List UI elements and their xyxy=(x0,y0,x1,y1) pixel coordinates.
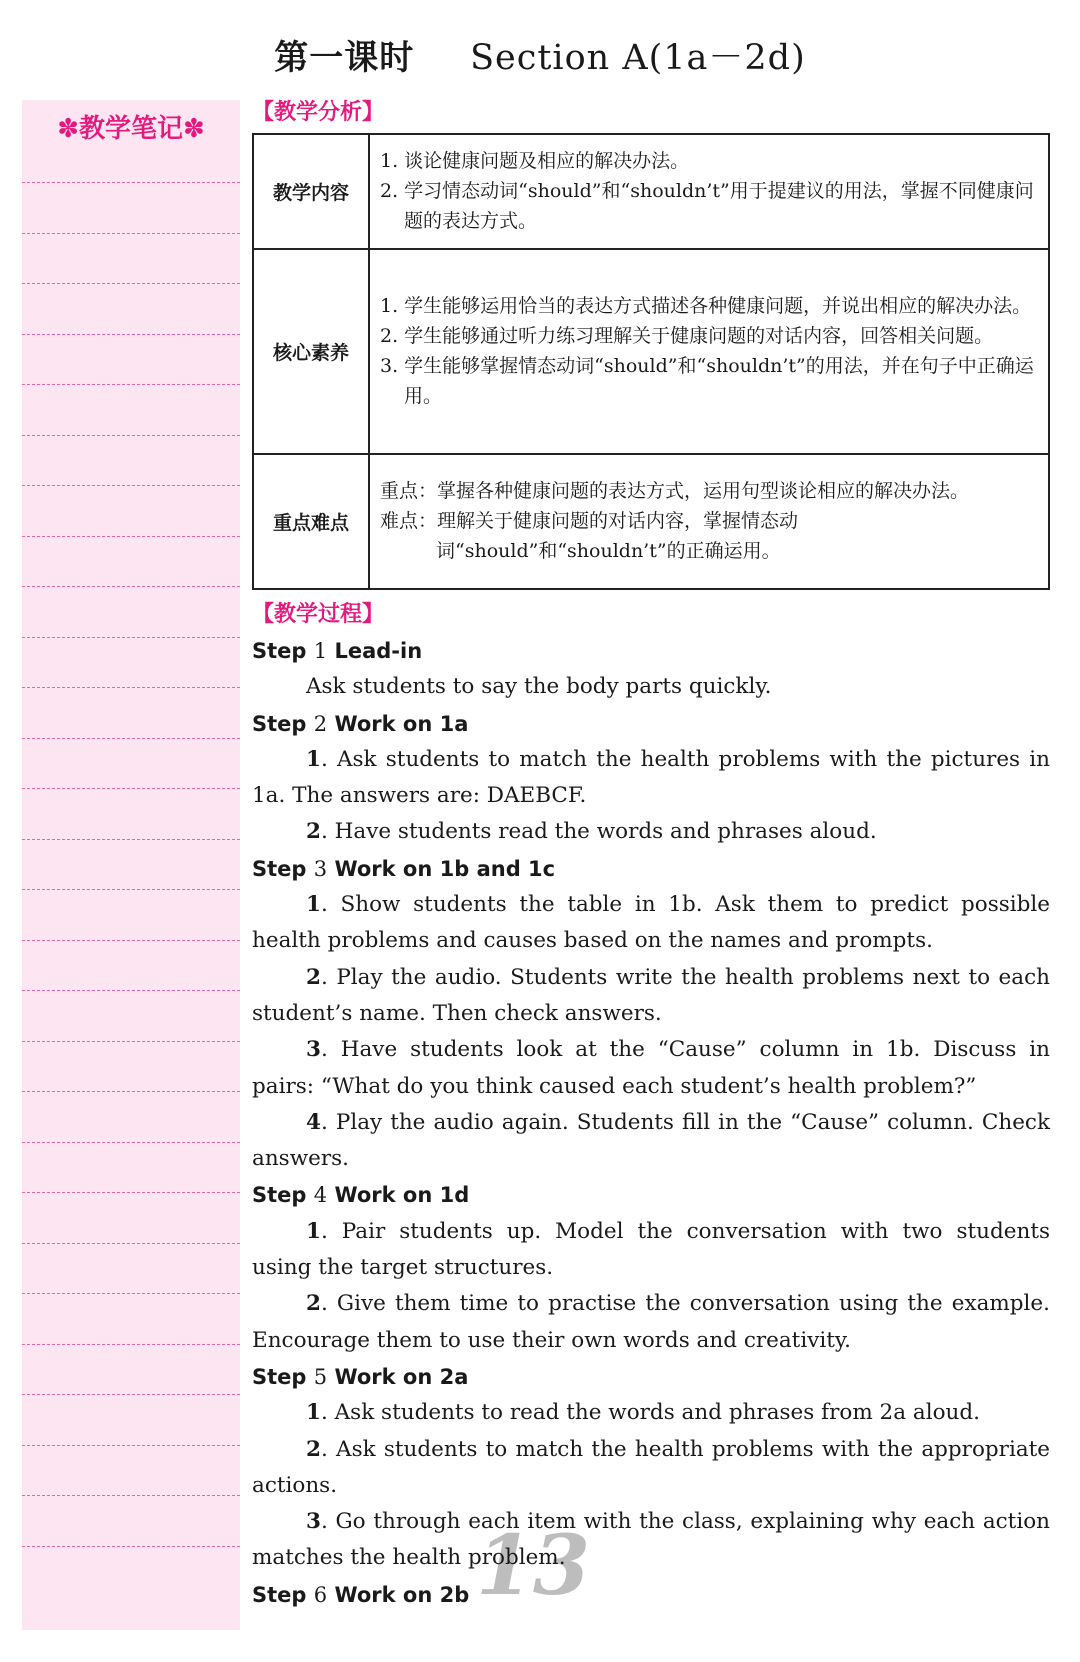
item-number: 3 xyxy=(306,1509,321,1535)
paragraph-text: . Play the audio. Students write the health problems next to each student’s name. Then check answers. xyxy=(252,964,1050,1026)
item-number: 1 xyxy=(306,1400,321,1426)
note-line xyxy=(22,889,240,890)
step-word: Step xyxy=(252,1364,307,1389)
step-heading xyxy=(252,633,1050,669)
process-steps xyxy=(252,633,1050,1613)
note-line xyxy=(22,283,240,284)
paragraph-text: . Show students the table in 1b. Ask them to predict possible health problems and causes based on the names and prompts. xyxy=(252,892,1050,954)
paragraph-text: . Ask students to match the health problems with the appropriate actions. xyxy=(252,1436,1050,1498)
paragraph-text: . Play the audio again. Students fill in the “Cause” column. Check answers. xyxy=(252,1109,1050,1172)
step-paragraph xyxy=(252,742,1050,815)
item-number: 2 xyxy=(306,964,321,990)
step-word: Step xyxy=(252,1582,307,1607)
step-heading xyxy=(252,1577,1050,1613)
step-paragraph xyxy=(252,960,1050,1033)
lesson-label: 第一课时 xyxy=(274,38,415,78)
row-label: 教学内容 xyxy=(253,134,369,249)
step-heading xyxy=(252,1359,1050,1395)
item-number: 2 xyxy=(306,1436,321,1462)
page-title xyxy=(0,30,1080,80)
list-item: 1. 学生能够运用恰当的表达方式描述各种健康问题，并说出相应的解决办法。 xyxy=(380,294,1032,317)
paragraph-text: . Ask students to read the words and phrases from 2a aloud. xyxy=(320,1400,980,1426)
step-paragraph xyxy=(252,1395,1050,1431)
row-content xyxy=(369,134,1049,249)
step-paragraph xyxy=(252,1032,1050,1105)
step-heading xyxy=(252,706,1050,742)
step-number: 1 xyxy=(313,639,328,663)
row-label: 重点难点 xyxy=(253,454,369,589)
step-number: 6 xyxy=(313,1582,328,1607)
section-label: Section A(1a－2d) xyxy=(470,38,806,78)
note-line xyxy=(22,990,240,991)
step-paragraph xyxy=(252,669,1050,705)
step-paragraph xyxy=(252,814,1050,850)
note-line xyxy=(22,1495,240,1496)
table-row xyxy=(253,249,1049,454)
step-paragraph xyxy=(252,1432,1050,1505)
note-line xyxy=(22,1192,240,1193)
step-title: Work on 1a xyxy=(334,711,469,736)
note-line xyxy=(22,536,240,537)
row-label: 核心素养 xyxy=(253,249,369,454)
note-line xyxy=(22,334,240,335)
step-paragraph xyxy=(252,887,1050,960)
item-number: 3 xyxy=(306,1037,321,1063)
note-line xyxy=(22,1142,240,1143)
note-line xyxy=(22,435,240,436)
note-line xyxy=(22,788,240,789)
note-line xyxy=(22,1091,240,1092)
row-content xyxy=(369,249,1049,454)
step-title: Work on 1b and 1c xyxy=(334,856,556,881)
paragraph-text: Ask students to say the body parts quickly. xyxy=(306,674,772,700)
step-number: 4 xyxy=(313,1183,328,1208)
page-number: 13 xyxy=(476,1518,591,1614)
process-heading: 【教学过程】 xyxy=(252,602,385,627)
note-line xyxy=(22,586,240,587)
note-line xyxy=(22,940,240,941)
step-number: 5 xyxy=(313,1364,328,1389)
step-title: Lead-in xyxy=(334,639,423,663)
step-title: Work on 2b xyxy=(334,1582,470,1607)
item-number: 1 xyxy=(306,746,321,772)
table-row xyxy=(253,454,1049,589)
note-line xyxy=(22,485,240,486)
item-number: 1 xyxy=(306,1218,321,1244)
note-line xyxy=(22,1394,240,1395)
step-paragraph xyxy=(252,1105,1050,1178)
list-item: 重点：掌握各种健康问题的表达方式，运用句型谈论相应的解决办法。 xyxy=(380,479,970,502)
step-heading xyxy=(252,1177,1050,1213)
table-row xyxy=(253,134,1049,249)
note-line xyxy=(22,1344,240,1345)
list-item: 3. 学生能够掌握情态动词“should”和“shouldn’t”的用法，并在句子中正确运用。 xyxy=(380,354,1034,407)
note-line xyxy=(22,182,240,183)
step-word: Step xyxy=(252,711,307,736)
step-paragraph xyxy=(252,1504,1050,1577)
paragraph-text: . Have students look at the “Cause” column in 1b. Discuss in pairs: “What do you think caused each student’s health problem?” xyxy=(252,1037,1050,1099)
step-word: Step xyxy=(252,1183,307,1208)
step-title: Work on 1d xyxy=(334,1183,470,1208)
note-line xyxy=(22,1243,240,1244)
paragraph-text: . Ask students to match the health problems with the pictures in 1a. The answers are: DAEBCF. xyxy=(252,746,1050,809)
analysis-heading: 【教学分析】 xyxy=(252,100,385,125)
note-line xyxy=(22,637,240,638)
step-number: 2 xyxy=(313,711,328,736)
list-item: 2. 学习情态动词“should”和“shouldn’t”用于提建议的用法，掌握不同健康问题的表达方式。 xyxy=(380,179,1034,232)
note-line xyxy=(22,1445,240,1446)
analysis-table xyxy=(252,133,1050,590)
list-item: 1. 谈论健康问题及相应的解决办法。 xyxy=(380,149,690,172)
list-item: 难点：理解关于健康问题的对话内容，掌握情态动词“should”和“shouldn’t”的正确运用。 xyxy=(380,509,799,562)
note-line xyxy=(22,687,240,688)
notes-sidebar xyxy=(22,100,240,1630)
paragraph-text: . Have students read the words and phrases aloud. xyxy=(320,819,877,845)
step-heading xyxy=(252,851,1050,887)
item-number: 2 xyxy=(306,1291,321,1317)
item-number: 4 xyxy=(306,1109,321,1135)
paragraph-text: . Pair students up. Model the conversation with two students using the target structures. xyxy=(252,1218,1050,1281)
note-line xyxy=(22,233,240,234)
step-paragraph xyxy=(252,1286,1050,1359)
paragraph-text: . Go through each item with the class, explaining why each action matches the health problem. xyxy=(252,1509,1050,1571)
step-paragraph xyxy=(252,1214,1050,1287)
note-line xyxy=(22,1293,240,1294)
step-word: Step xyxy=(252,856,307,881)
step-number: 3 xyxy=(313,856,328,881)
item-number: 1 xyxy=(306,892,321,918)
row-content xyxy=(369,454,1049,589)
note-line xyxy=(22,839,240,840)
step-word: Step xyxy=(252,639,307,663)
note-line xyxy=(22,738,240,739)
item-number: 2 xyxy=(306,819,321,845)
paragraph-text: . Give them time to practise the conversation using the example. Encourage them to use their own words and creativity. xyxy=(252,1291,1050,1353)
note-line xyxy=(22,384,240,385)
note-line xyxy=(22,1041,240,1042)
step-title: Work on 2a xyxy=(334,1364,469,1389)
note-line xyxy=(22,1546,240,1547)
notes-sidebar-title: ✽教学笔记✽ xyxy=(57,114,205,144)
list-item: 2. 学生能够通过听力练习理解关于健康问题的对话内容，回答相关问题。 xyxy=(380,324,994,347)
